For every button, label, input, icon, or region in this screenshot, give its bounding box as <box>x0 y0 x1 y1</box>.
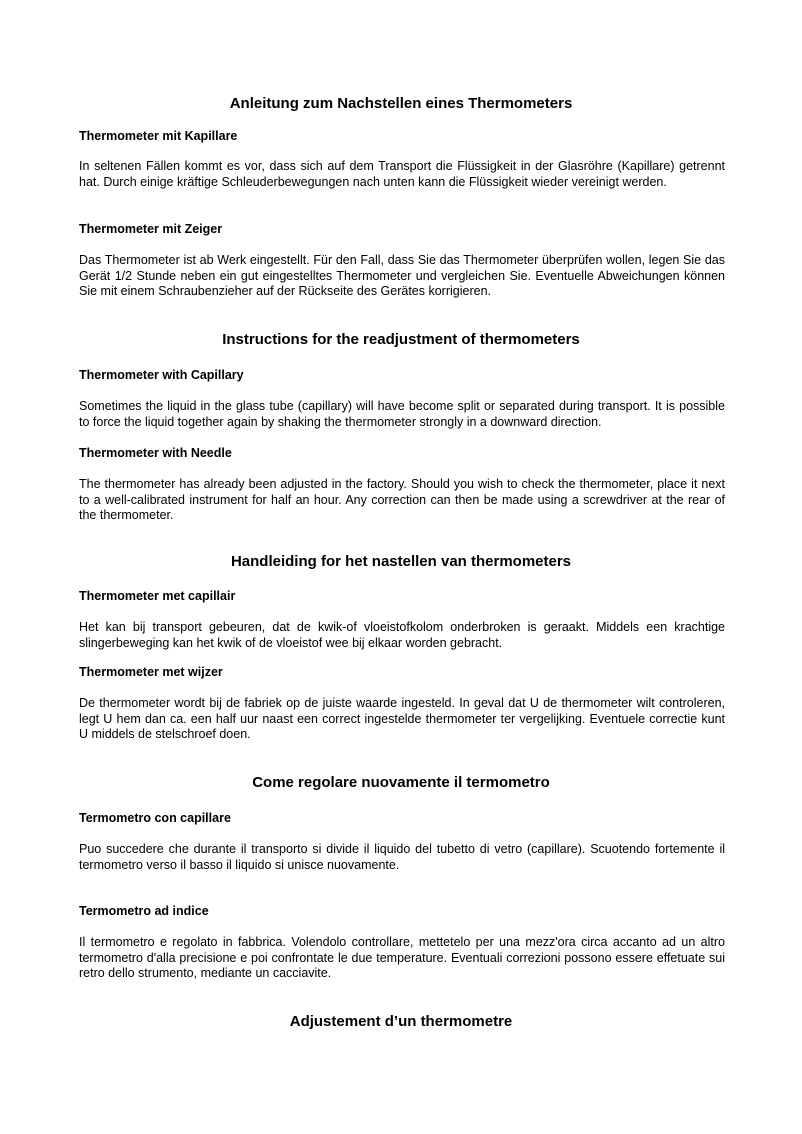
paragraph: Puo succedere che durante il transporto si divide il liquido del tubetto di vetro (capillare). Scuotendo fortemente il termometro verso il basso il liquido si unisce nuovamente. <box>79 842 725 872</box>
subsection-heading: Thermometer with Needle <box>79 446 232 460</box>
section-title-dutch: Handleiding for het nastellen van thermometers <box>230 553 572 570</box>
subsection-heading: Thermometer with Capillary <box>79 368 244 382</box>
subsection-heading: Thermometer mit Kapillare <box>79 129 238 143</box>
subsection-heading: Thermometer met capillair <box>79 589 236 603</box>
paragraph: Sometimes the liquid in the glass tube (capillary) will have become split or separated during transport. It is possible to force the liquid together again by shaking the thermometer strongly in a downward direction. <box>79 399 725 429</box>
subsection-heading: Termometro ad indice <box>79 904 209 918</box>
section-title-french: Adjustement d’un thermometre <box>289 1013 513 1030</box>
section-title-german: Anleitung zum Nachstellen eines Thermometers <box>229 95 573 112</box>
paragraph: Het kan bij transport gebeuren, dat de kwik-of vloeistofkolom onderbroken is geraakt. Middels een krachtige slingerbeweging kan het kwik of de vloeistof wee bij elkaar worden gebracht. <box>79 620 725 650</box>
section-title-english: Instructions for the readjustment of thermometers <box>222 331 580 348</box>
section-title-italian: Come regolare nuovamente il termometro <box>252 774 550 791</box>
paragraph: The thermometer has already been adjusted in the factory. Should you wish to check the thermometer, place it next to a well-calibrated instrument for half an hour. Any correction can then be made using a screwdriver at the rear of the thermometer. <box>79 477 725 522</box>
subsection-heading: Termometro con capillare <box>79 811 231 825</box>
subsection-heading: Thermometer met wijzer <box>79 665 223 679</box>
paragraph: De thermometer wordt bij de fabriek op de juiste waarde ingesteld. In geval dat U de thermometer wilt controleren, legt U hem dan ca. een half uur naast een correct ingestelde thermometer ter vergelijking. Eventuele correctie kunt U middels de stelschroef doen. <box>79 696 725 741</box>
subsection-heading: Thermometer mit Zeiger <box>79 222 223 236</box>
paragraph: Das Thermometer ist ab Werk eingestellt. Für den Fall, dass Sie das Thermometer überprüfen wollen, legen Sie das Gerät 1/2 Stunde neben ein gut eingestelltes Thermometer und vergleichen Sie. Eventuelle Abweichungen können Sie mit einem Schraubenzieher auf der Rückseite des Gerätes korrigieren. <box>79 253 725 298</box>
paragraph: In seltenen Fällen kommt es vor, dass sich auf dem Transport die Flüssigkeit in der Glasröhre (Kapillare) getrennt hat. Durch einige kräftige Schleuderbewegungen nach unten kann die Flüssigkeit wieder vereinigt werden. <box>79 159 725 189</box>
paragraph: Il termometro e regolato in fabbrica. Volendolo controllare, mettetelo per una mezz'ora circa accanto ad un altro termometro d'alla precisione e poi confrontate le due temperature. Eventuali correzioni possono essere effetuate sui retro dello strumento, mediante un cacciavite. <box>79 935 725 980</box>
